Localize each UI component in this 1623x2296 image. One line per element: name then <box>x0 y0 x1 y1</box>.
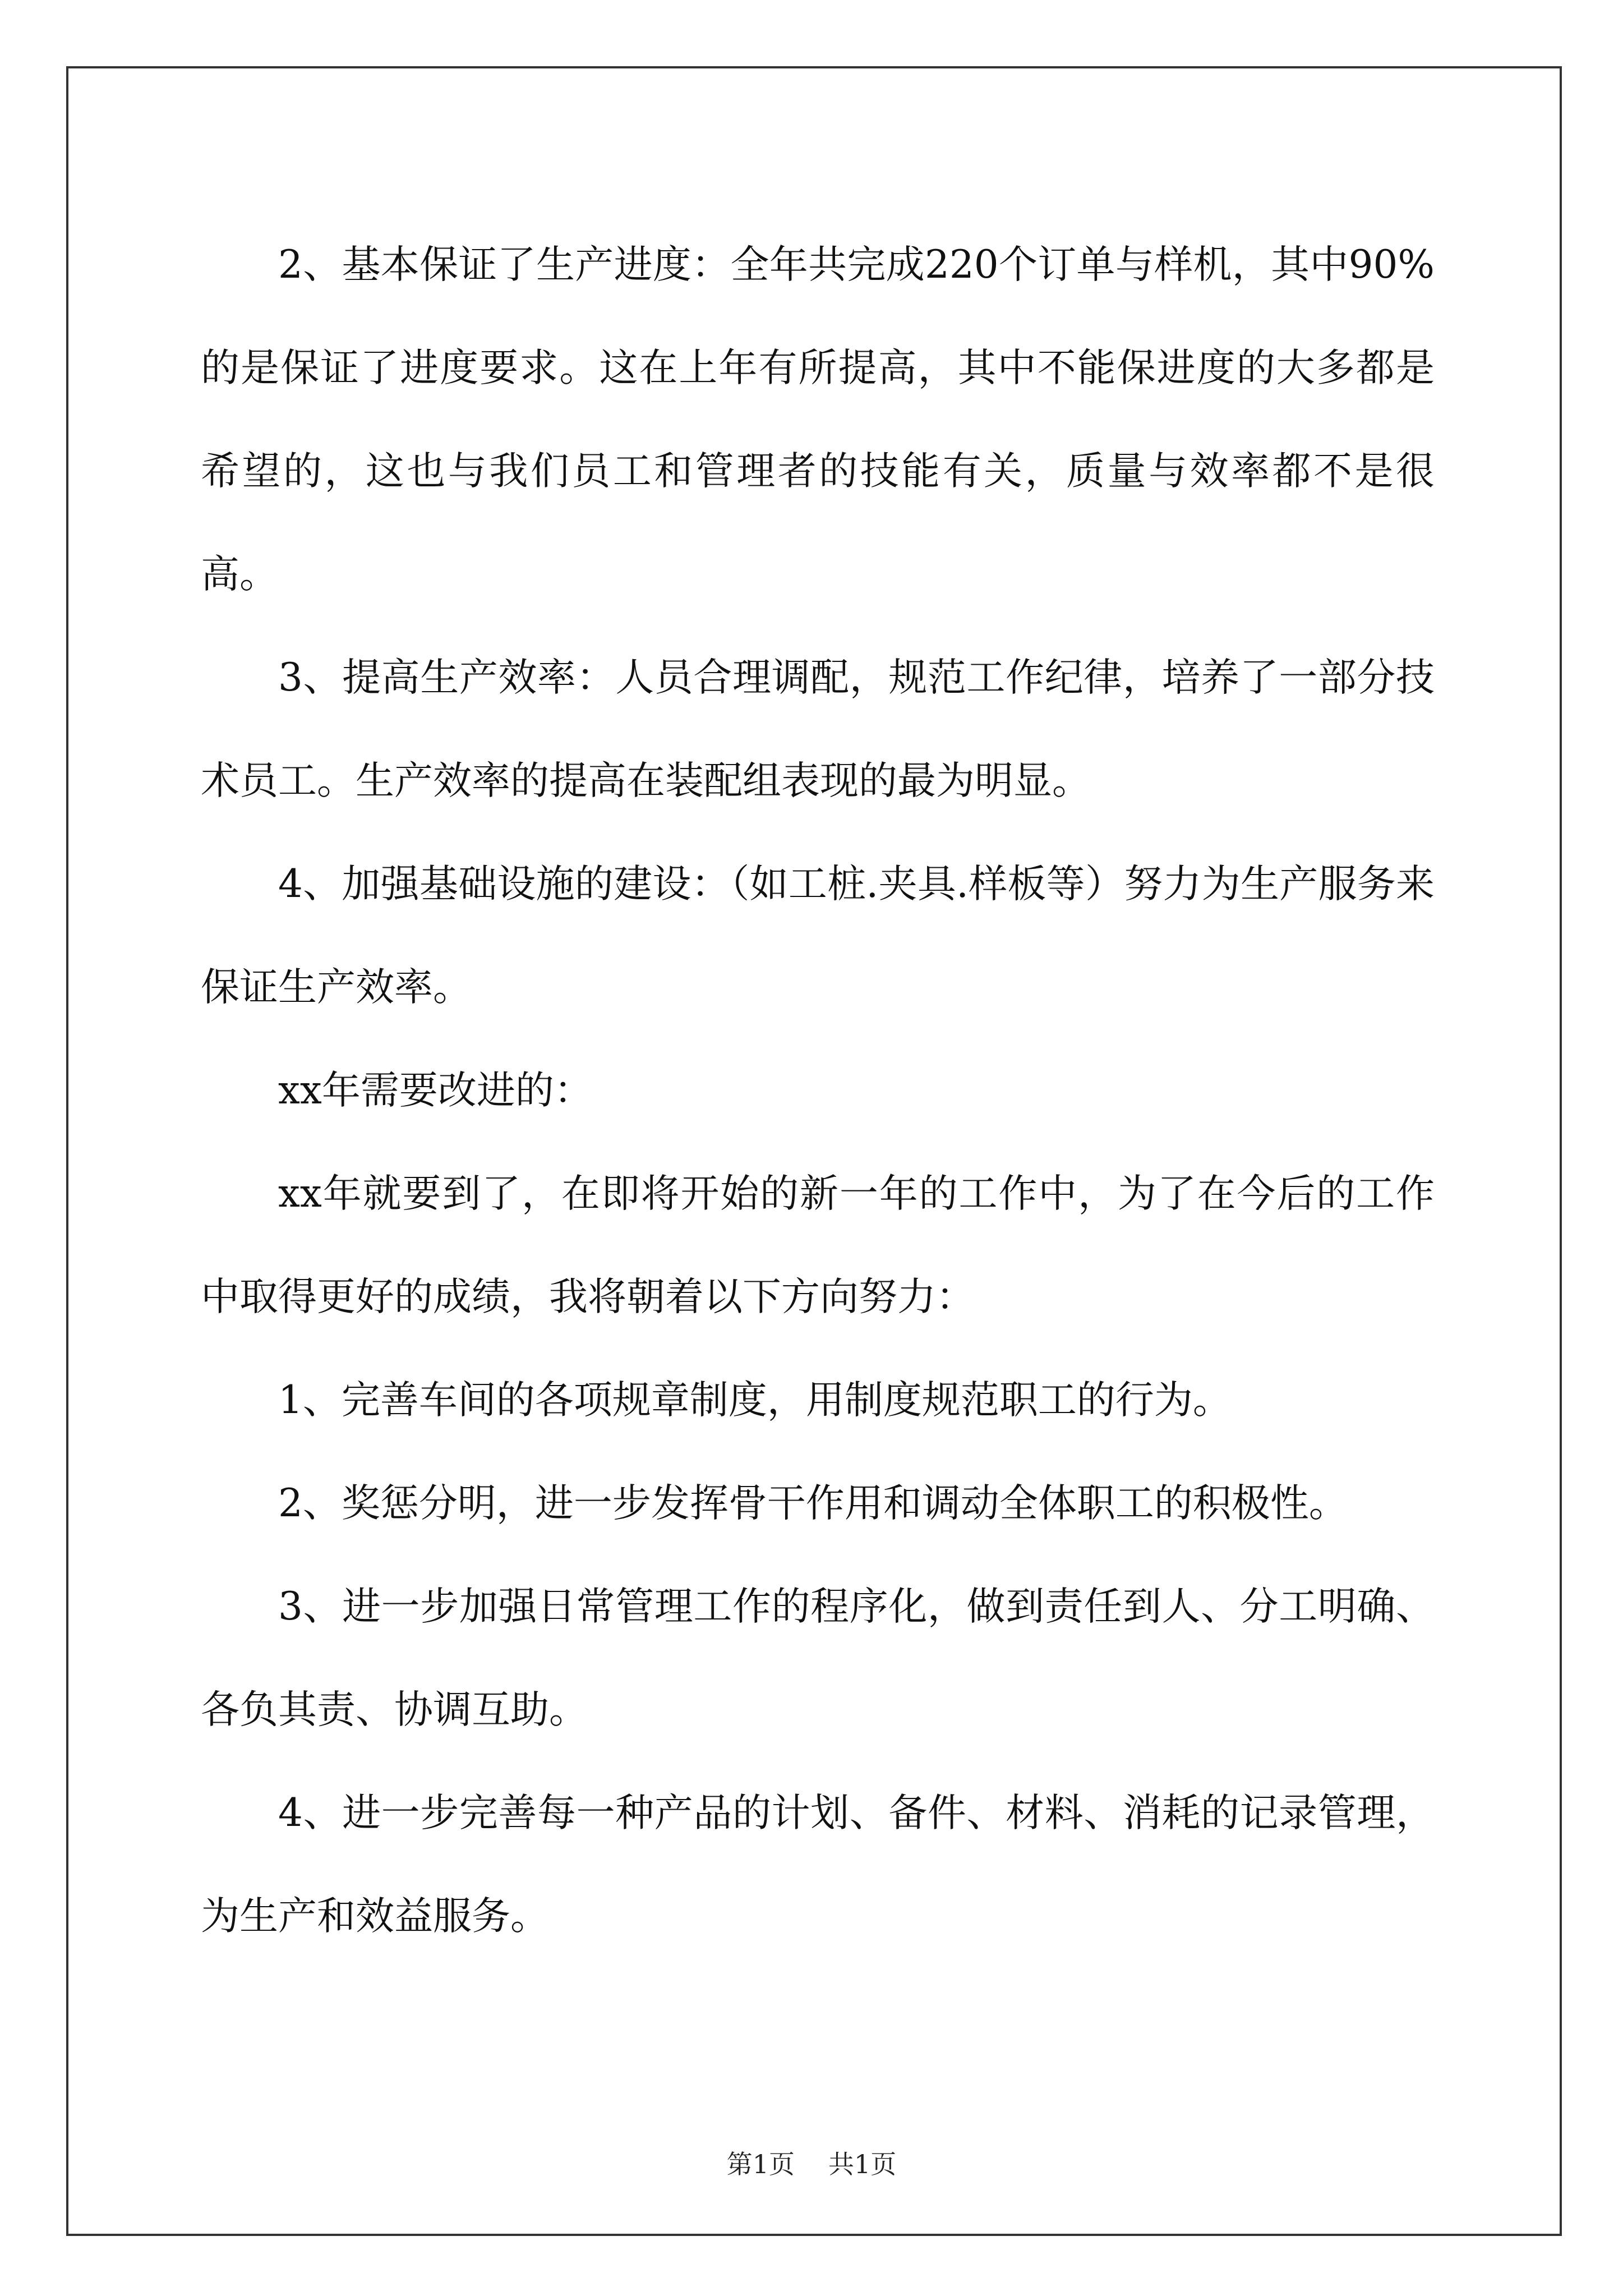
list-item: 4、进一步完善每一种产品的计划、备件、材料、消耗的记录管理，为生产和效益服务。 <box>201 1791 1435 1939</box>
list-item: 2、奖惩分明，进一步发挥骨干作用和调动全体职工的积极性。 <box>278 1481 1348 1526</box>
paragraph: 2、基本保证了生产进度：全年共完成220个订单与样机，其中90%的是保证了进度要求。这在上年有所提高，其中不能保进度的大多都是希望的，这也与我们员工和管理者的技能有关，质量与效率都不是很高。 <box>201 242 1435 597</box>
page-number: 第1页 <box>726 2149 795 2179</box>
list-item: 1、完善车间的各项规章制度，用制度规范职工的行为。 <box>278 1378 1232 1423</box>
paragraph: 4、加强基础设施的建设：（如工桩.夹具.样板等）努力为生产服务来保证生产效率。 <box>201 862 1435 1010</box>
document-body <box>201 213 1435 1968</box>
page-total: 共1页 <box>828 2149 897 2179</box>
paragraph: 3、提高生产效率：人员合理调配，规范工作纪律，培养了一部分技术员工。生产效率的提高在装配组表现的最为明显。 <box>201 655 1435 803</box>
paragraph: xx年就要到了，在即将开始的新一年的工作中，为了在今后的工作中取得更好的成绩，我将朝着以下方向努力： <box>201 1171 1435 1319</box>
page-footer <box>0 2144 1623 2181</box>
list-item: 3、进一步加强日常管理工作的程序化，做到责任到人、分工明确、各负其责、协调互助。 <box>201 1584 1435 1732</box>
section-heading: xx年需要改进的： <box>278 1068 593 1113</box>
